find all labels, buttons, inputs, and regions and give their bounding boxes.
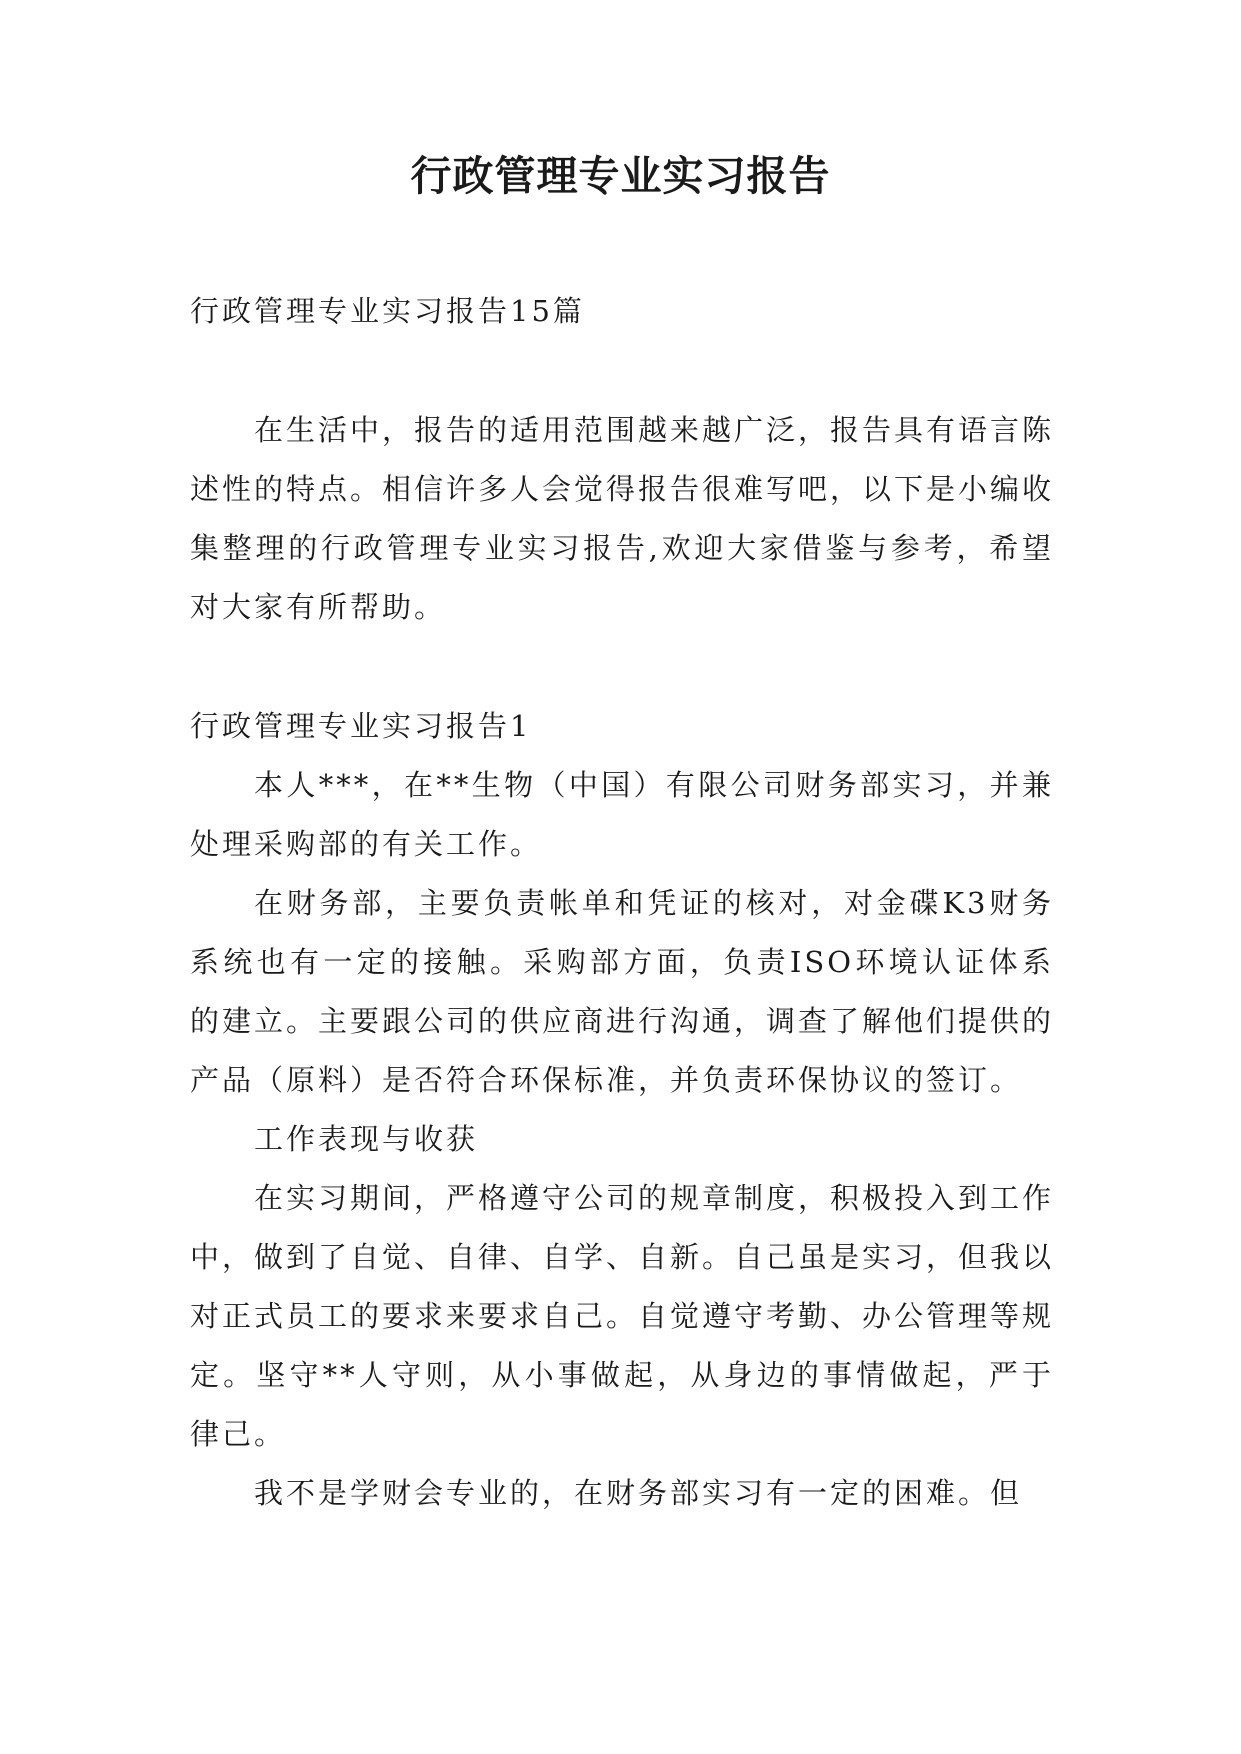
section-heading: 行政管理专业实习报告1	[190, 709, 532, 743]
document-title: 行政管理专业实习报告	[410, 152, 831, 200]
spacer	[190, 341, 1054, 401]
body-paragraph: 本人***，在**生物（中国）有限公司财务部实习，并兼处理采购部的有关工作。	[190, 768, 1054, 861]
document-subtitle: 行政管理专业实习报告15篇	[190, 294, 585, 328]
body-paragraph: 在财务部，主要负责帐单和凭证的核对，对金碟K3财务系统也有一定的接触。采购部方面，负责ISO环境认证体系的建立。主要跟公司的供应商进行沟通，调查了解他们提供的产品（原料）是否符合环保标准，并负责环保协议的签订。	[190, 886, 1055, 1097]
body-paragraph: 在实习期间，严格遵守公司的规章制度，积极投入到工作中，做到了自觉、自律、自学、自新。自己虽是实习，但我以对正式员工的要求来要求自己。自觉遵守考勤、办公管理等规定。坚守**人守则，从小事做起，从身边的事情做起，严于律己。	[190, 1181, 1055, 1451]
spacer	[190, 637, 1054, 697]
document-body	[190, 282, 1054, 1523]
section-subheading: 工作表现与收获	[254, 1122, 479, 1156]
intro-paragraph: 在生活中，报告的适用范围越来越广泛，报告具有语言陈述性的特点。相信许多人会觉得报告很难写吧，以下是小编收集整理的行政管理专业实习报告,欢迎大家借鉴与参考，希望对大家有所帮助。	[190, 413, 1055, 624]
body-paragraph: 我不是学财会专业的，在财务部实习有一定的困难。但	[254, 1476, 1023, 1510]
